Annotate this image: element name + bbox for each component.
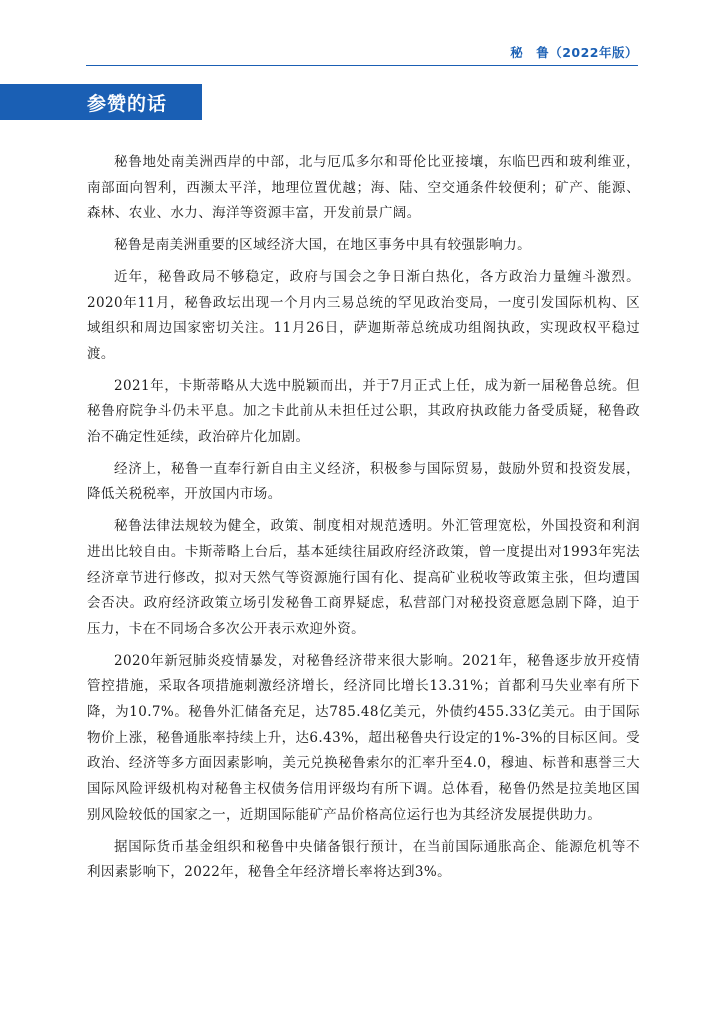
section-title: 参赞的话 (87, 92, 168, 115)
header-divider (86, 65, 638, 66)
running-header: 秘 鲁（2022年版） (510, 45, 638, 60)
paragraph-forecast: 据国际货币基金组织和秘鲁中央储备银行预计，在当前国际通胀高企、能源危机等不利因素影响下，2022年，秘鲁全年经济增长率将达到3%。 (87, 838, 640, 881)
paragraph-legal: 秘鲁法律法规较为健全，政策、制度相对规范透明。外汇管理宽松，外国投资和利润进出比较自由。卡斯蒂略上台后，基本延续往届政府经济政策，曾一度提出对1993年宪法经济章节进行修改，拟对天然气等资源施行国有化、提高矿业税收等政策主张，但均遭国会否决。政府经济政策立场引发秘鲁工商界疑虑，私营部门对秘投资意愿急剧下降，迫于压力，卡在不同场合多次公开表示欢迎外资。 (87, 518, 640, 637)
paragraph-politics-2021: 2021年，卡斯蒂略从大选中脱颖而出，并于7月正式上任，成为新一届秘鲁总统。但秘鲁府院争斗仍未平息。加之卡此前从未担任过公职，其政府执政能力备受质疑，秘鲁政治不确定性延续，政治碎片化加剧。 (87, 377, 640, 446)
body-text (87, 150, 640, 892)
paragraph-geography: 秘鲁地处南美洲西岸的中部，北与厄瓜多尔和哥伦比亚接壤，东临巴西和玻利维亚，南部面向智利，西濒太平洋，地理位置优越；海、陆、空交通条件较便利；矿产、能源、森林、农业、水力、海洋等资源丰富，开发前景广阔。 (87, 154, 640, 222)
paragraph-economy: 经济上，秘鲁一直奉行新自由主义经济，积极参与国际贸易，鼓励外贸和投资发展，降低关税税率，开放国内市场。 (87, 460, 640, 503)
section-title-bar (0, 84, 202, 120)
paragraph-regional-role: 秘鲁是南美洲重要的区域经济大国，在地区事务中具有较强影响力。 (114, 237, 531, 254)
paragraph-covid-economy: 2020年新冠肺炎疫情暴发，对秘鲁经济带来很大影响。2021年，秘鲁逐步放开疫情管控措施，采取各项措施刺激经济增长，经济同比增长13.31%；首都利马失业率有所下降，为10.7%。秘鲁外汇储备充足，达785.48亿美元，外债约455.33亿美元。由于国际物价上涨，秘鲁通胀率持续上升，达6.43%，超出秘鲁央行设定的1%-3%的目标区间。受政治、经济等多方面因素影响，美元兑换秘鲁索尔的汇率升至4.0，穆迪、标普和惠誉三大国际风险评级机构对秘鲁主权债务信用评级均有所下调。总体看，秘鲁仍然是拉美地区国别风险较低的国家之一，近期国际能矿产品价格高位运行也为其经济发展提供助力。 (87, 652, 640, 823)
paragraph-politics-2020: 近年，秘鲁政局不够稳定，政府与国会之争日渐白热化，各方政治力量缠斗激烈。2020年11月，秘鲁政坛出现一个月内三易总统的罕见政治变局，一度引发国际机构、区域组织和周边国家密切关注。11月26日，萨迦斯蒂总统成功组阁执政，实现政权平稳过渡。 (87, 268, 640, 362)
